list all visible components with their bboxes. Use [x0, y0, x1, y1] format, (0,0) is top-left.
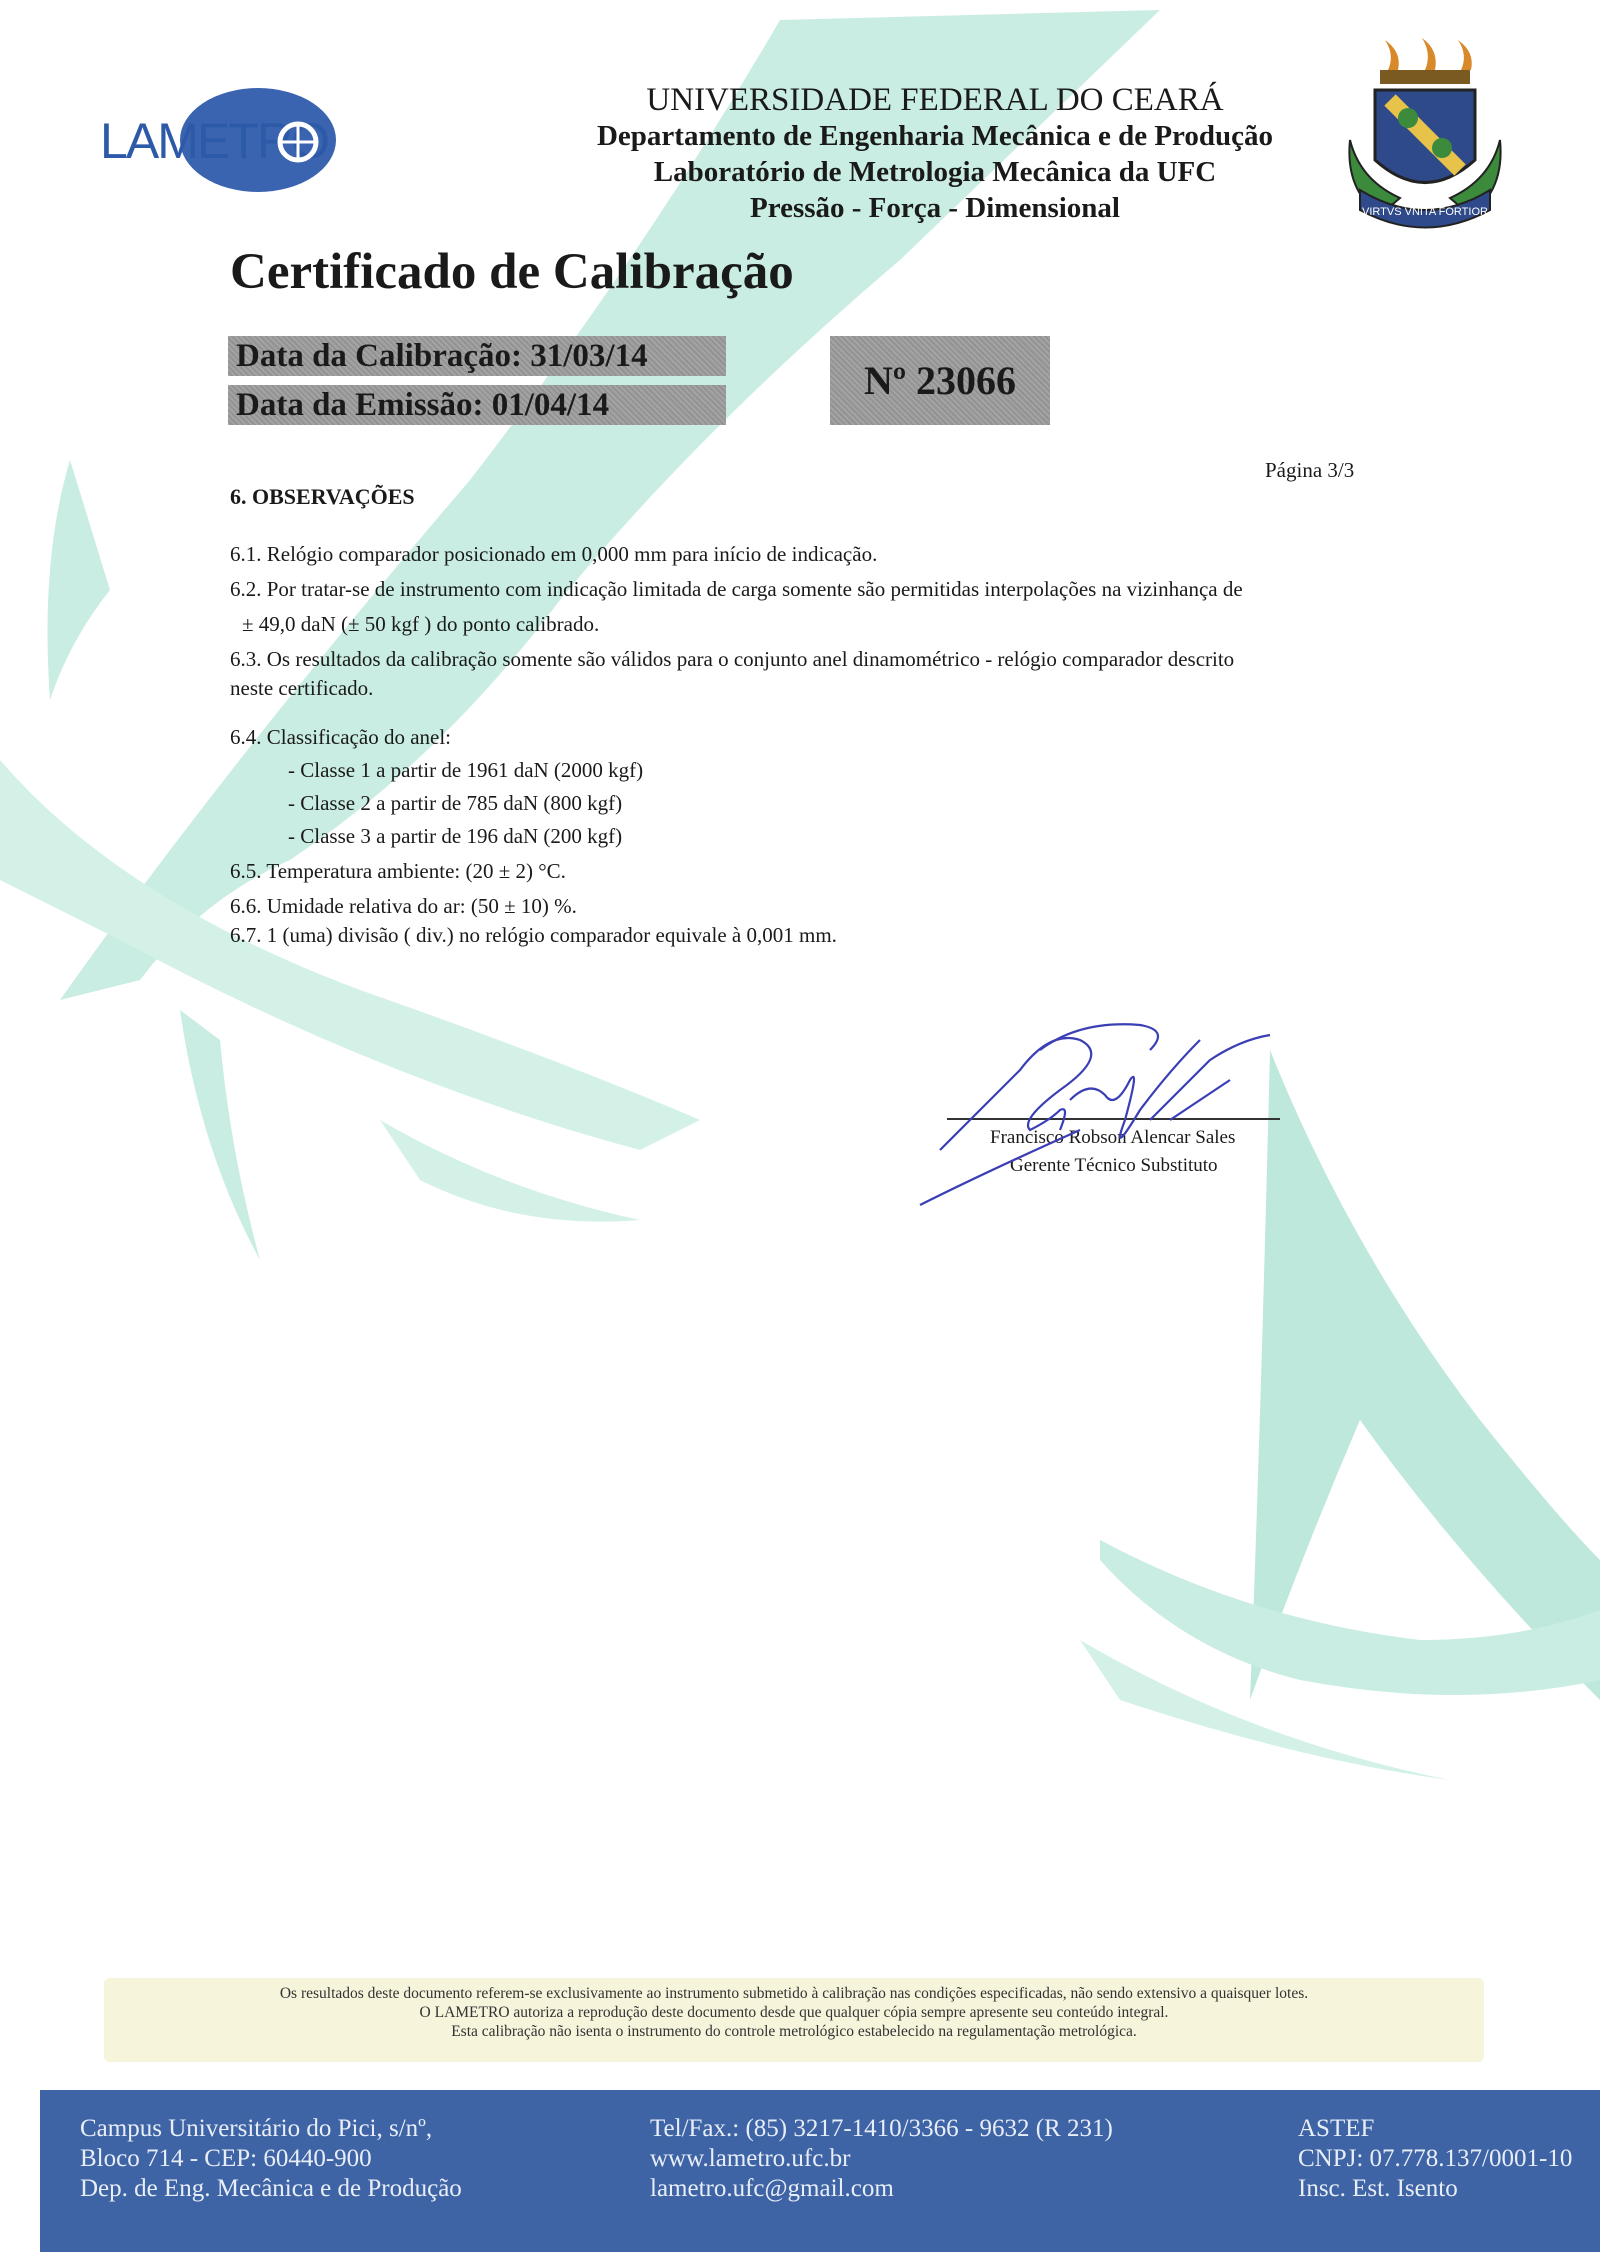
- footer-line: Campus Universitário do Pici, s/nº,: [80, 2115, 433, 2142]
- signer-role: Gerente Técnico Substituto: [1010, 1155, 1218, 1176]
- lametro-logo: [88, 80, 348, 200]
- footer-line: Insc. Est. Isento: [1298, 2175, 1458, 2202]
- footer-address: [80, 2114, 462, 2204]
- section-heading: 6. OBSERVAÇÕES: [230, 484, 415, 509]
- footer-bar: [40, 2090, 1600, 2252]
- footer-website-link[interactable]: www.lametro.ufc.br: [650, 2145, 851, 2172]
- logo-text: LAMETRO: [100, 113, 330, 169]
- observation-item: 6.4. Classificação do anel:: [230, 725, 452, 749]
- footer-line: ASTEF: [1298, 2115, 1375, 2142]
- observation-item: neste certificado.: [230, 676, 374, 700]
- handwritten-signature: [910, 1010, 1310, 1210]
- observation-item: ± 49,0 daN (± 50 kgf ) do ponto calibrado.: [242, 612, 600, 636]
- disclaimer-line: Os resultados deste documento referem-se exclusivamente ao instrumento submetido à calibração nas condições especificadas, não sendo extensivo a quaisquer lotes.: [279, 1985, 1309, 2002]
- page-indicator: Página 3/3: [1265, 458, 1355, 482]
- footer-contact: [650, 2114, 1113, 2204]
- disclaimer-line: O LAMETRO autoriza a reprodução deste documento desde que qualquer cópia sempre apresente seu conteúdo integral.: [419, 2004, 1169, 2021]
- calibration-date: Data da Calibração: 31/03/14: [228, 336, 726, 376]
- observation-item: 6.6. Umidade relativa do ar: (50 ± 10) %.: [230, 894, 577, 918]
- ring-class-item: - Classe 1 a partir de 1961 daN (2000 kgf): [288, 758, 644, 782]
- observation-item: 6.5. Temperatura ambiente: (20 ± 2) °C.: [230, 859, 566, 883]
- observation-item: 6.7. 1 (uma) divisão ( div.) no relógio comparador equivale à 0,001 mm.: [230, 923, 837, 947]
- certificate-number: Nº 23066: [830, 336, 1050, 425]
- observation-item: 6.3. Os resultados da calibração somente são válidos para o conjunto anel dinamométrico - relógio comparador descrito: [230, 647, 1235, 671]
- laboratory-areas: Pressão - Força - Dimensional: [750, 192, 1120, 224]
- footer-line: Bloco 714 - CEP: 60440-900: [80, 2145, 372, 2172]
- footer-phone: Tel/Fax.: (85) 3217-1410/3366 - 9632 (R 231): [650, 2115, 1113, 2142]
- signer-name: Francisco Robson Alencar Sales: [990, 1127, 1236, 1148]
- observation-item: 6.2. Por tratar-se de instrumento com indicação limitada de carga somente são permitidas interpolações na vizinhança de: [230, 577, 1243, 601]
- university-name: UNIVERSIDADE FEDERAL DO CEARÁ: [646, 82, 1224, 118]
- institution-header: [430, 82, 1440, 226]
- footer-email-link[interactable]: lametro.ufc@gmail.com: [650, 2175, 894, 2202]
- crest-motto: VIRTVS VNITA FORTIOR: [1362, 206, 1488, 218]
- certificate-title: Certificado de Calibração: [230, 244, 794, 300]
- ring-class-item: - Classe 2 a partir de 785 daN (800 kgf): [288, 791, 623, 815]
- footer-registry: [1298, 2114, 1572, 2204]
- disclaimer-line: Esta calibração não isenta o instrumento do controle metrológico estabelecido na regulamentação metrológica.: [451, 2023, 1137, 2040]
- department-name: Departamento de Engenharia Mecânica e de Produção: [596, 120, 1274, 152]
- laboratory-name: Laboratório de Metrologia Mecânica da UFC: [653, 156, 1217, 188]
- emission-date: Data da Emissão: 01/04/14: [228, 385, 726, 425]
- disclaimer-box: [104, 1978, 1484, 2062]
- footer-line: Dep. de Eng. Mecânica e de Produção: [80, 2175, 462, 2202]
- footer-line: CNPJ: 07.778.137/0001-10: [1298, 2145, 1573, 2172]
- observation-item: 6.1. Relógio comparador posicionado em 0,000 mm para início de indicação.: [230, 542, 878, 566]
- observations-list: [230, 540, 1370, 950]
- ring-class-item: - Classe 3 a partir de 196 daN (200 kgf): [288, 824, 623, 848]
- ufc-crest: [1340, 30, 1510, 240]
